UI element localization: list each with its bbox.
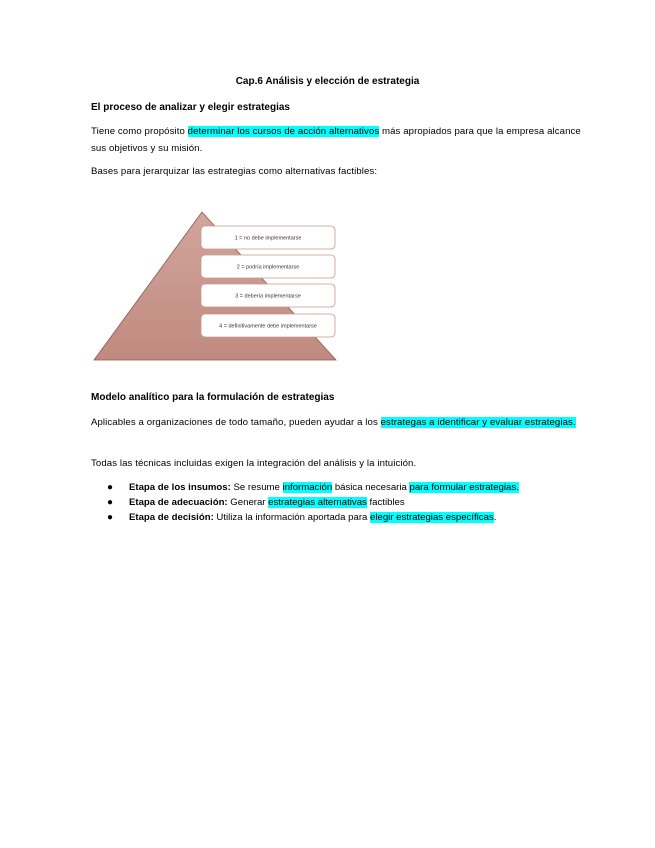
highlighted-text: para formular estrategias. bbox=[409, 482, 519, 493]
highlighted-text: información bbox=[282, 482, 333, 493]
highlighted-text: estrategias alternativas bbox=[268, 497, 367, 508]
paragraph-techniques: Todas las técnicas incluidas exigen la integración del análisis y la intuición. bbox=[91, 458, 417, 469]
pyramid-diagram bbox=[93, 210, 338, 362]
bullet-icon: ● bbox=[107, 497, 114, 508]
text-run: factibles bbox=[366, 497, 405, 508]
document-title: Cap.6 Análisis y elección de estrategia bbox=[235, 76, 420, 87]
highlighted-text: determinar los cursos de acción alternativos bbox=[187, 126, 380, 137]
level-label-2: 2 = podría implementarse bbox=[236, 264, 300, 271]
pyramid-level-4 bbox=[201, 314, 335, 337]
text-run: más apropiados para que la empresa alcance sus objetivos y su misión. bbox=[91, 126, 581, 154]
text-run: Utiliza la información aportada para bbox=[213, 512, 371, 523]
pyramid-level-2 bbox=[201, 255, 335, 278]
text-run: Se resume bbox=[230, 482, 283, 493]
item-label: Etapa de decisión: bbox=[129, 512, 214, 523]
text-run: Tiene como propósito bbox=[91, 126, 188, 137]
list-item bbox=[91, 495, 591, 510]
level-label-3: 3 = debería implementarse bbox=[235, 293, 301, 300]
item-label: Etapa de adecuación: bbox=[129, 497, 228, 508]
text-run: Aplicables a organizaciones de todo tamaño, pueden ayudar a los bbox=[91, 417, 381, 428]
level-label-4: 4 = definitivamente debe implementarse bbox=[219, 323, 317, 330]
paragraph-bases: Bases para jerarquizar las estrategias como alternativas factibles: bbox=[91, 166, 378, 177]
item-label: Etapa de los insumos: bbox=[129, 482, 231, 493]
pyramid-level-1 bbox=[201, 226, 335, 249]
list-item bbox=[91, 480, 591, 495]
text-run: básica necesaria bbox=[332, 482, 410, 493]
bullet-icon: ● bbox=[107, 482, 114, 493]
section-heading-model: Modelo analítico para la formulación de estrategias bbox=[91, 392, 335, 403]
list-item bbox=[91, 510, 591, 525]
text-run: . bbox=[493, 512, 497, 523]
pyramid-level-3 bbox=[201, 284, 335, 307]
paragraph-purpose bbox=[91, 123, 581, 157]
text-run: Generar bbox=[227, 497, 269, 508]
paragraph-applicable bbox=[91, 414, 581, 431]
level-label-1: 1 = no debe implementarse bbox=[234, 235, 302, 242]
stages-list bbox=[91, 480, 591, 525]
highlighted-text: estrategas a identificar y evaluar estrategias. bbox=[380, 417, 576, 428]
section-heading-analysis: El proceso de analizar y elegir estrategias bbox=[91, 102, 290, 113]
highlighted-text: elegir estrategias específicas bbox=[370, 512, 494, 523]
bullet-icon: ● bbox=[107, 512, 114, 523]
